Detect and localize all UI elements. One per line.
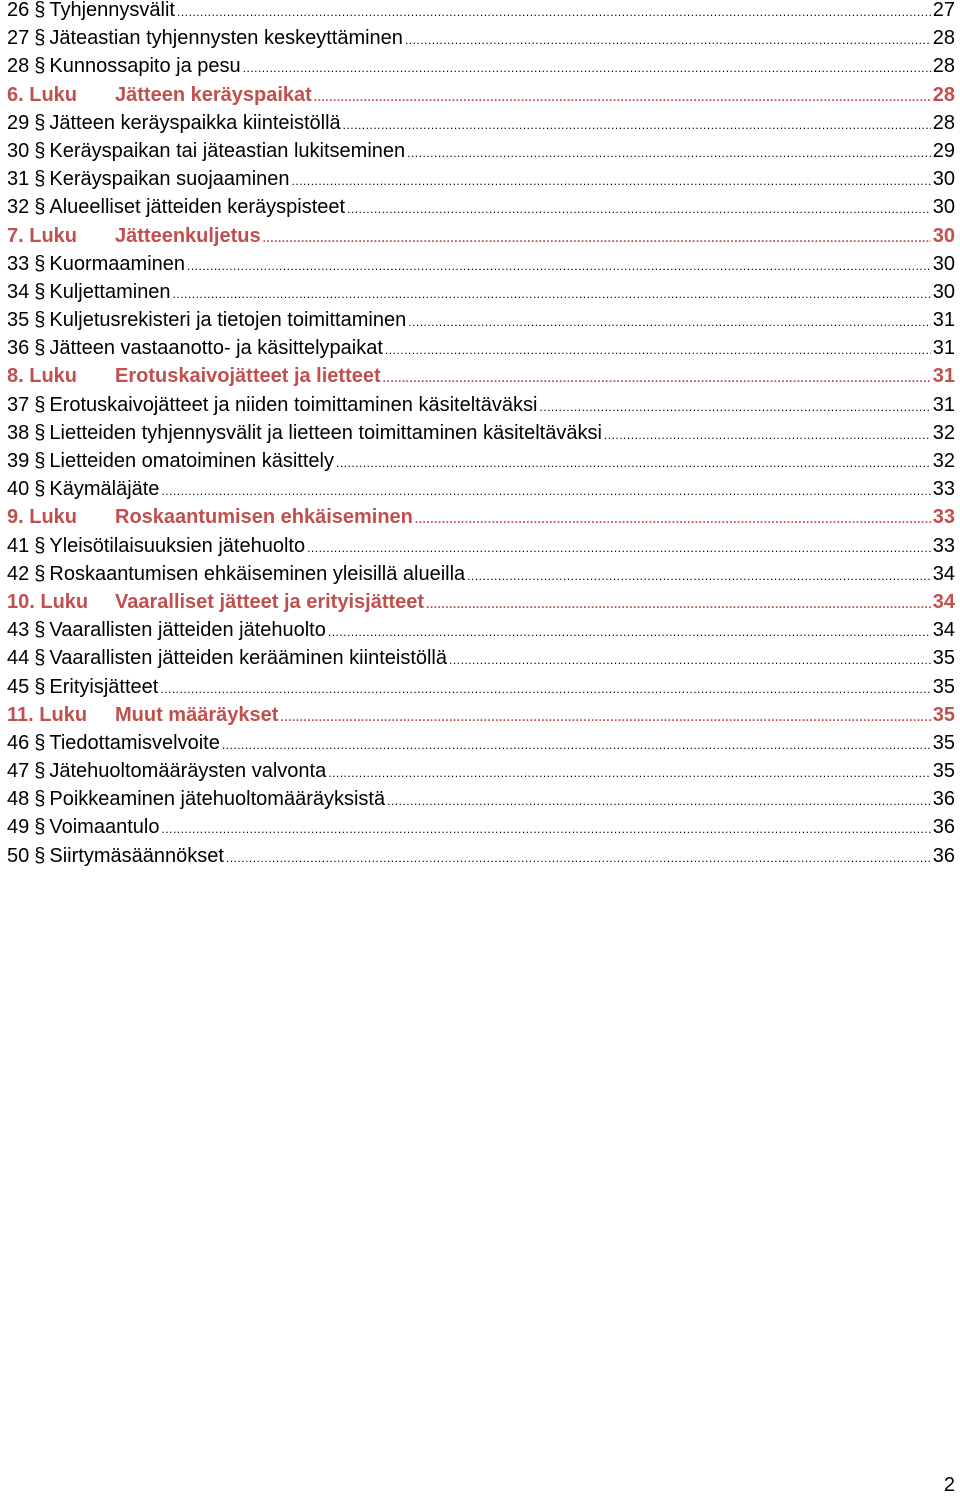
toc-section-entry [7,560,955,588]
dot-leader [467,562,931,590]
section-number: 42 [7,562,30,585]
toc-chapter-entry [7,362,955,390]
dot-leader [604,421,931,449]
entry-title: Jätteenkuljetus [115,224,261,247]
section-symbol: § [34,0,46,21]
section-symbol: § [34,647,46,670]
entry-page-number: 34 [932,562,955,585]
toc-section-entry [7,109,955,137]
entry-title: Lietteiden tyhjennysvälit ja lietteen toimittaminen käsiteltäväksi [49,421,602,444]
toc-chapter-entry [7,81,955,109]
entry-title: Kuljettaminen [49,280,171,303]
section-number: 38 [7,421,30,444]
dot-leader [161,477,930,505]
entry-title: Siirtymäsäännökset [49,844,224,867]
section-number: 47 [7,760,30,783]
dot-leader [387,787,931,815]
entry-title: Tiedottamisvelvoite [49,731,220,754]
entry-title: Vaarallisten jätteiden kerääminen kiinteistöllä [49,647,448,670]
entry-title: Kuljetusrekisteri ja tietojen toimittaminen [49,309,407,332]
section-symbol: § [34,731,46,754]
dot-leader [328,618,931,646]
section-symbol: § [34,196,46,219]
toc-section-entry [7,250,955,278]
section-symbol: § [34,619,46,642]
entry-title: Erotuskaivojätteet ja niiden toimittaminen käsiteltäväksi [49,393,538,416]
dot-leader [408,308,931,336]
toc-section-entry [7,165,955,193]
entry-page-number: 27 [932,0,955,21]
entry-page-number: 31 [932,365,955,388]
toc-chapter-entry [7,222,955,250]
toc-section-entry [7,813,955,841]
section-symbol: § [34,309,46,332]
section-number: 34 [7,280,30,303]
section-number: 49 [7,816,30,839]
toc-section-entry [7,785,955,813]
entry-title: Yleisötilaisuuksien jätehuolto [49,534,306,557]
section-number: 31 [7,168,30,191]
entry-page-number: 31 [932,393,955,416]
dot-leader [161,815,930,843]
page-number: 2 [943,1474,955,1496]
entry-page-number: 30 [932,196,955,219]
chapter-number: 7. Luku [7,224,78,247]
entry-title: Keräyspaikan suojaaminen [49,168,290,191]
entry-page-number: 28 [932,27,955,50]
section-number: 44 [7,647,30,670]
dot-leader [385,336,931,364]
entry-title: Keräyspaikan tai jäteastian lukitseminen [49,139,406,162]
entry-title: Jätteen keräyspaikka kiinteistöllä [49,111,341,134]
dot-leader [328,759,931,787]
toc-section-entry [7,419,955,447]
entry-title: Jäteastian tyhjennysten keskeyttäminen [49,27,403,50]
chapter-number: 8. Luku [7,365,78,388]
dot-leader [336,449,931,477]
dot-leader [314,83,931,111]
section-symbol: § [34,111,46,134]
section-number: 40 [7,478,30,501]
section-number: 36 [7,337,30,360]
section-number: 30 [7,139,30,162]
entry-page-number: 34 [932,590,955,613]
dot-leader [263,224,931,252]
entry-title: Alueelliset jätteiden keräyspisteet [49,196,346,219]
entry-page-number: 33 [932,478,955,501]
dot-leader [449,646,931,674]
section-symbol: § [34,337,46,360]
toc-section-entry [7,757,955,785]
toc-section-entry [7,616,955,644]
section-symbol: § [34,844,46,867]
section-number: 28 [7,55,30,78]
entry-page-number: 28 [932,111,955,134]
section-symbol: § [34,450,46,472]
chapter-number: 6. Luku [7,83,78,106]
entry-page-number: 33 [932,534,955,557]
section-number: 29 [7,111,30,134]
toc-section-entry [7,52,955,80]
toc-section-entry [7,334,955,362]
chapter-number: 10. Luku [7,590,89,613]
dot-leader [407,139,931,167]
dot-leader [415,505,931,533]
section-symbol: § [34,280,46,303]
entry-title: Roskaantumisen ehkäiseminen yleisillä alueilla [49,562,466,585]
dot-leader [539,393,930,421]
entry-title: Jätteen vastaanotto- ja käsittelypaikat [49,337,383,360]
section-number: 39 [7,450,30,472]
toc-section-entry [7,278,955,306]
dot-leader [405,26,931,54]
section-number: 43 [7,619,30,642]
section-number: 46 [7,731,30,754]
entry-title: Jätteen keräyspaikat [115,83,312,106]
toc-section-entry [7,532,955,560]
entry-page-number: 33 [932,506,955,529]
entry-title: Lietteiden omatoiminen käsittely [49,450,334,472]
section-number: 48 [7,788,30,811]
entry-title: Erotuskaivojätteet ja lietteet [115,365,381,388]
dot-leader [280,703,930,731]
toc-section-entry [7,391,955,419]
entry-title: Muut määräykset [115,703,279,726]
entry-page-number: 36 [932,844,955,867]
dot-leader [292,167,931,195]
toc-section-entry [7,193,955,221]
toc-section-entry [7,137,955,165]
dot-leader [160,675,930,703]
section-symbol: § [34,168,46,191]
section-symbol: § [34,675,46,698]
section-symbol: § [34,55,46,78]
entry-page-number: 35 [932,703,955,726]
entry-page-number: 35 [932,760,955,783]
entry-page-number: 36 [932,788,955,811]
section-symbol: § [34,27,46,50]
section-symbol: § [34,562,46,585]
section-symbol: § [34,252,46,275]
entry-title: Vaaralliset jätteet ja erityisjätteet [115,590,425,613]
chapter-number: 11. Luku [7,703,88,726]
section-number: 50 [7,844,30,867]
entry-page-number: 32 [932,421,955,444]
section-number: 33 [7,252,30,275]
toc-section-entry [7,673,955,701]
entry-page-number: 28 [932,55,955,78]
section-symbol: § [34,816,46,839]
entry-page-number: 35 [932,731,955,754]
entry-page-number: 28 [932,83,955,106]
entry-title: Jätehuoltomääräysten valvonta [49,760,327,783]
section-symbol: § [34,421,46,444]
entry-page-number: 35 [932,675,955,698]
entry-page-number: 35 [932,647,955,670]
toc-section-entry [7,644,955,672]
entry-page-number: 29 [932,139,955,162]
section-number: 35 [7,309,30,332]
toc-section-entry [7,24,955,52]
entry-page-number: 31 [932,337,955,360]
dot-leader [226,844,931,872]
section-symbol: § [34,393,46,416]
section-symbol: § [34,788,46,811]
toc-section-entry [7,729,955,757]
toc-section-entry [7,842,955,870]
section-number: 41 [7,534,30,557]
entry-title: Erityisjätteet [49,675,159,698]
toc-section-entry [7,447,955,475]
section-number: 45 [7,675,30,698]
dot-leader [173,280,931,308]
dot-leader [177,0,931,26]
entry-title: Käymäläjäte [49,478,160,501]
section-number: 27 [7,27,30,50]
entry-title: Voimaantulo [49,816,160,839]
dot-leader [343,111,931,139]
table-of-contents [7,0,955,870]
dot-leader [347,195,931,223]
toc-chapter-entry [7,588,955,616]
entry-page-number: 30 [932,168,955,191]
dot-leader [307,534,931,562]
entry-title: Tyhjennysvälit [49,0,175,21]
entry-page-number: 32 [932,450,955,472]
entry-page-number: 30 [932,280,955,303]
dot-leader [222,731,931,759]
section-number: 26 [7,0,30,21]
entry-page-number: 30 [932,224,955,247]
entry-title: Kuormaaminen [49,252,185,275]
section-symbol: § [34,139,46,162]
entry-title: Roskaantumisen ehkäiseminen [115,506,413,529]
entry-page-number: 36 [932,816,955,839]
section-symbol: § [34,760,46,783]
toc-chapter-entry [7,503,955,531]
entry-title: Vaarallisten jätteiden jätehuolto [49,619,326,642]
toc-section-entry [7,0,955,24]
entry-title: Poikkeaminen jätehuoltomääräyksistä [49,788,386,811]
section-number: 32 [7,196,30,219]
toc-section-entry [7,475,955,503]
chapter-number: 9. Luku [7,506,78,529]
dot-leader [383,364,931,392]
section-symbol: § [34,534,46,557]
entry-page-number: 30 [932,252,955,275]
dot-leader [426,590,931,618]
dot-leader [243,54,931,82]
entry-title: Kunnossapito ja pesu [49,55,241,78]
entry-page-number: 34 [932,619,955,642]
toc-section-entry [7,306,955,334]
toc-chapter-entry [7,701,955,729]
section-number: 37 [7,393,30,416]
section-symbol: § [34,478,46,501]
dot-leader [187,252,931,280]
entry-page-number: 31 [932,309,955,332]
